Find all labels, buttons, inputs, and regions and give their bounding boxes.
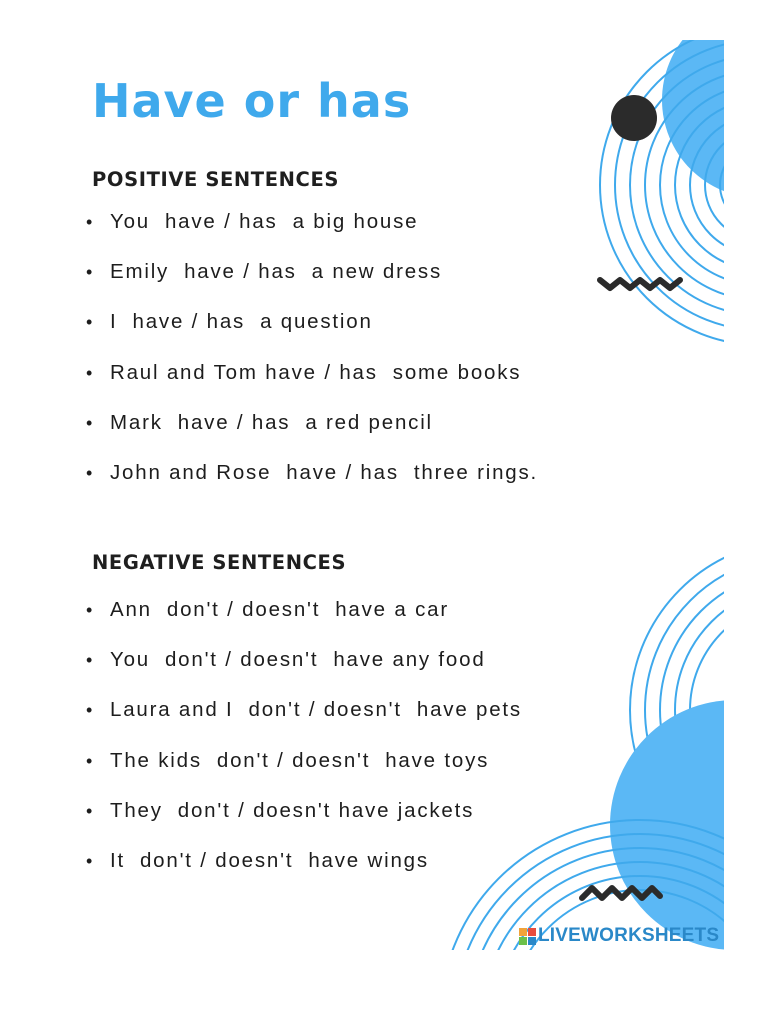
bullet: • [86,650,95,671]
list-item [86,696,522,746]
positive-sentences-heading: POSITIVE SENTENCES [92,168,340,191]
sentence-text: You have / has a big house [110,210,419,233]
bullet: • [86,800,95,821]
bullet: • [86,750,95,771]
positive-sentences-list [86,208,538,509]
list-item [86,847,522,897]
page-title: Have or has [92,74,412,128]
list-item [86,359,538,409]
sentence-text: You don't / doesn't have any food [110,648,486,672]
bullet: • [86,850,95,871]
sentence-text: They don't / doesn't have jackets [110,798,475,822]
list-item [86,596,522,646]
list-item [86,459,538,509]
bullet: • [86,412,95,433]
list-item [86,208,538,258]
sentence-text: Ann don't / doesn't have a car [110,598,449,621]
bullet: • [86,600,95,620]
logo-text: LIVEWORKSHEETS [538,925,720,946]
sentence-text: Emily have / has a new dress [110,260,443,284]
bullet: • [86,212,95,232]
list-item [86,646,522,696]
bullet: • [86,312,95,333]
list-item [86,747,522,797]
sentence-text: I have / has a question [110,310,373,334]
list-item [86,308,538,358]
bullet: • [86,362,95,383]
bullet: • [86,262,95,283]
list-item [86,409,538,459]
top-circle-decoration [600,2,768,345]
bullet: • [86,700,95,721]
sentence-text: Laura and I don't / doesn't have pets [110,698,522,722]
sentence-text: Mark have / has a red pencil [110,410,433,434]
negative-sentences-list [86,596,522,897]
sentence-text: It don't / doesn't have wings [110,848,429,872]
liveworksheets-logo[interactable] [519,925,719,947]
sentence-text: John and Rose have / has three rings. [110,460,539,484]
sentence-text: Raul and Tom have / has some books [110,360,522,384]
liveworksheets-logo-icon [519,928,536,945]
black-dot-icon [611,95,657,141]
bullet: • [86,462,95,483]
negative-sentences-heading: NEGATIVE SENTENCES [92,551,347,574]
sentence-text: The kids don't / doesn't have toys [110,748,490,772]
list-item [86,797,522,847]
zigzag-icon [600,280,680,288]
list-item [86,258,538,308]
